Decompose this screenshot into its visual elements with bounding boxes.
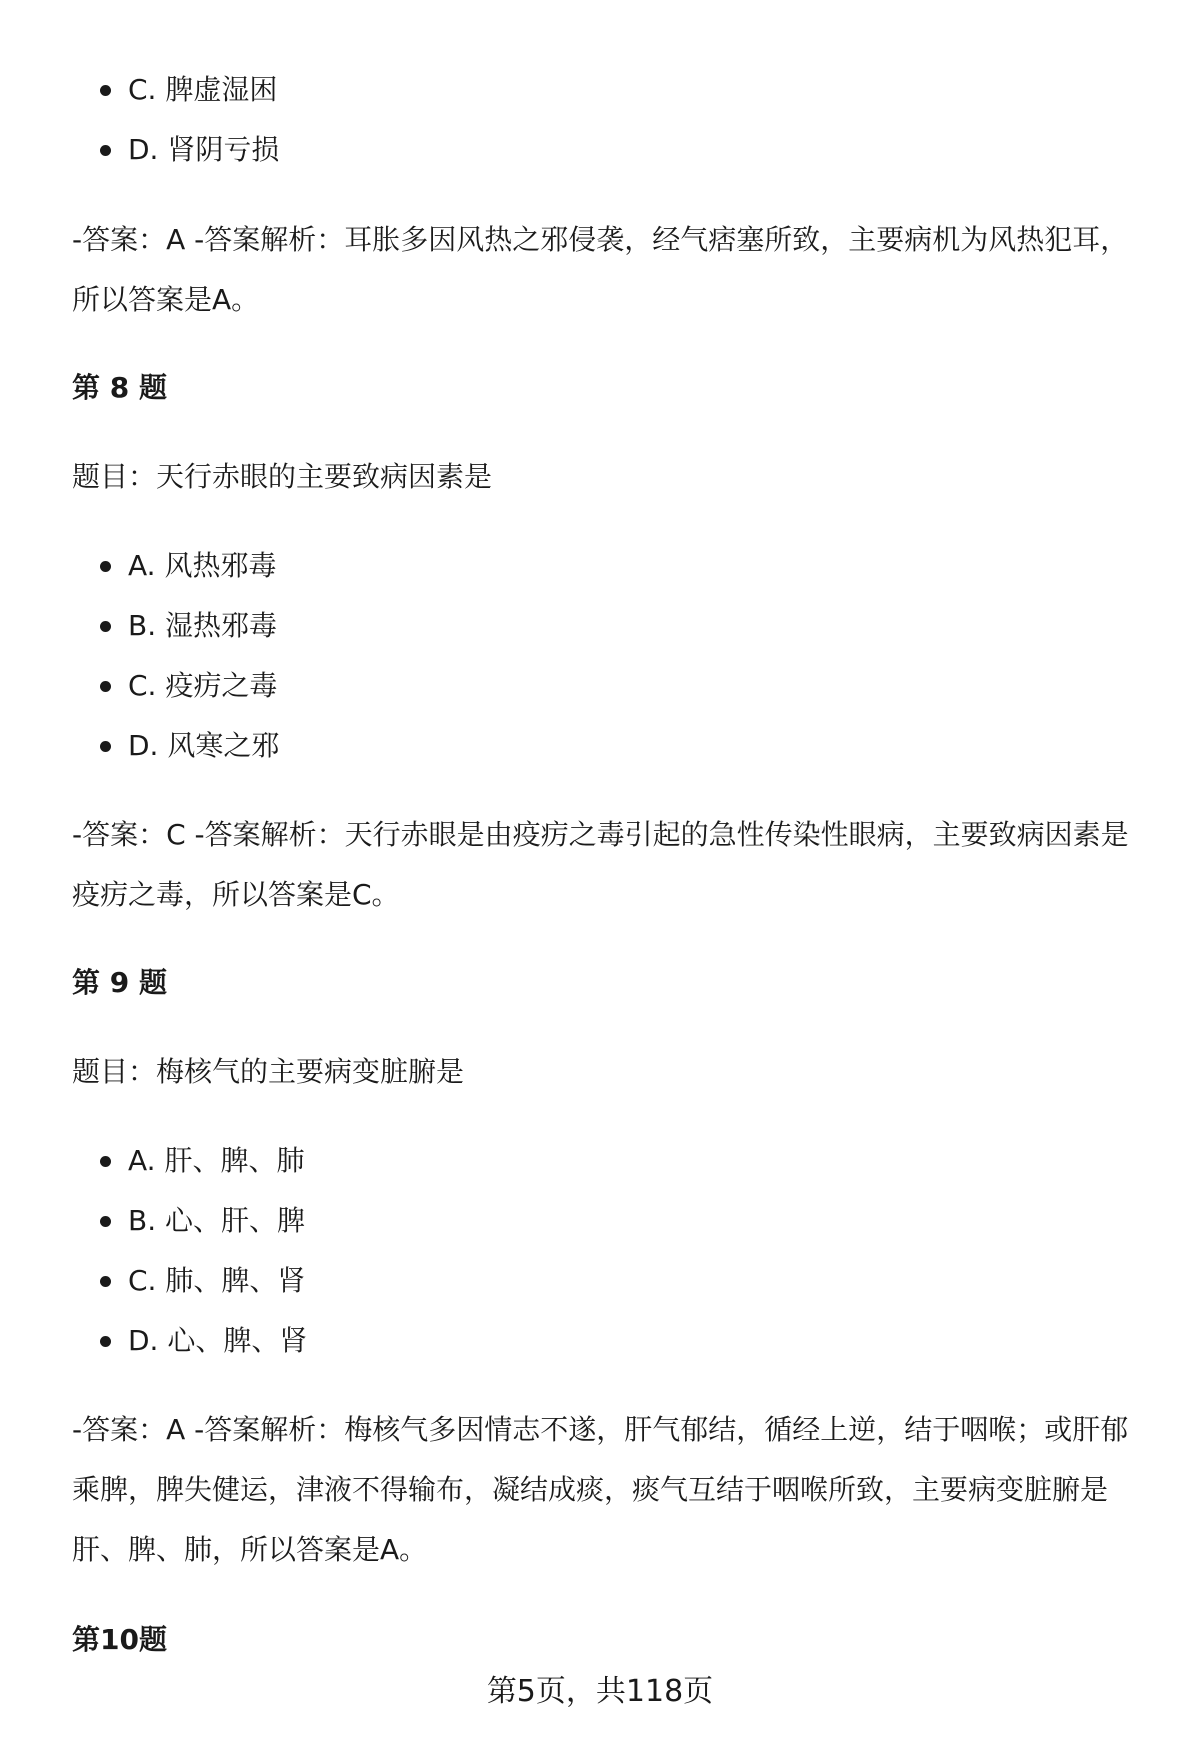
q10-heading: 第10题 — [72, 1623, 167, 1656]
list-item — [72, 656, 279, 716]
option-text: D. 心、脾、肾 — [128, 1324, 308, 1357]
option-text: D. 肾阴亏损 — [128, 133, 280, 166]
bullet-icon — [100, 1216, 111, 1227]
q8-heading: 第 8 题 — [72, 371, 167, 404]
option-text: A. 风热邪毒 — [128, 549, 277, 582]
q8-answer: -答案：C -答案解析：天行赤眼是由疫疠之毒引起的急性传染性眼病，主要致病因素是疫疠之毒，所以答案是C。 — [72, 818, 1129, 911]
list-item — [72, 716, 279, 776]
option-text: D. 风寒之邪 — [128, 729, 280, 762]
q9-answer: -答案：A -答案解析：梅核气多因情志不遂，肝气郁结，循经上逆，结于咽喉；或肝郁乘脾，脾失健运，津液不得输布，凝结成痰，痰气互结于咽喉所致，主要病变脏腑是肝、脾、肺，所以答案是A。 — [72, 1413, 1129, 1566]
q7-options-list — [72, 60, 279, 180]
option-text: B. 心、肝、脾 — [128, 1204, 306, 1237]
q9-options-list — [72, 1131, 307, 1371]
option-text: B. 湿热邪毒 — [128, 609, 278, 642]
bullet-icon — [100, 1336, 111, 1347]
bullet-icon — [100, 741, 111, 752]
bullet-icon — [100, 1156, 111, 1167]
q8-question: 题目：天行赤眼的主要致病因素是 — [72, 460, 493, 493]
q9-question: 题目：梅核气的主要病变脏腑是 — [72, 1055, 465, 1088]
bullet-icon — [100, 85, 111, 96]
list-item — [72, 1311, 307, 1371]
bullet-icon — [100, 145, 111, 156]
bullet-icon — [100, 621, 111, 632]
list-item — [72, 1251, 307, 1311]
list-item — [72, 536, 279, 596]
option-text: C. 脾虚湿困 — [128, 73, 278, 106]
list-item — [72, 1191, 307, 1251]
bullet-icon — [100, 681, 111, 692]
option-text: C. 疫疠之毒 — [128, 669, 278, 702]
list-item — [72, 120, 279, 180]
q8-options-list — [72, 536, 279, 776]
list-item — [72, 60, 279, 120]
option-text: C. 肺、脾、肾 — [128, 1264, 306, 1297]
list-item — [72, 596, 279, 656]
q7-answer: -答案：A -答案解析：耳胀多因风热之邪侵袭，经气痞塞所致，主要病机为风热犯耳，所以答案是A。 — [72, 223, 1129, 316]
page-number-footer: 第5页，共118页 — [486, 1674, 714, 1709]
bullet-icon — [100, 561, 111, 572]
bullet-icon — [100, 1276, 111, 1287]
q9-heading: 第 9 题 — [72, 966, 167, 999]
list-item — [72, 1131, 307, 1191]
option-text: A. 肝、脾、肺 — [128, 1144, 305, 1177]
